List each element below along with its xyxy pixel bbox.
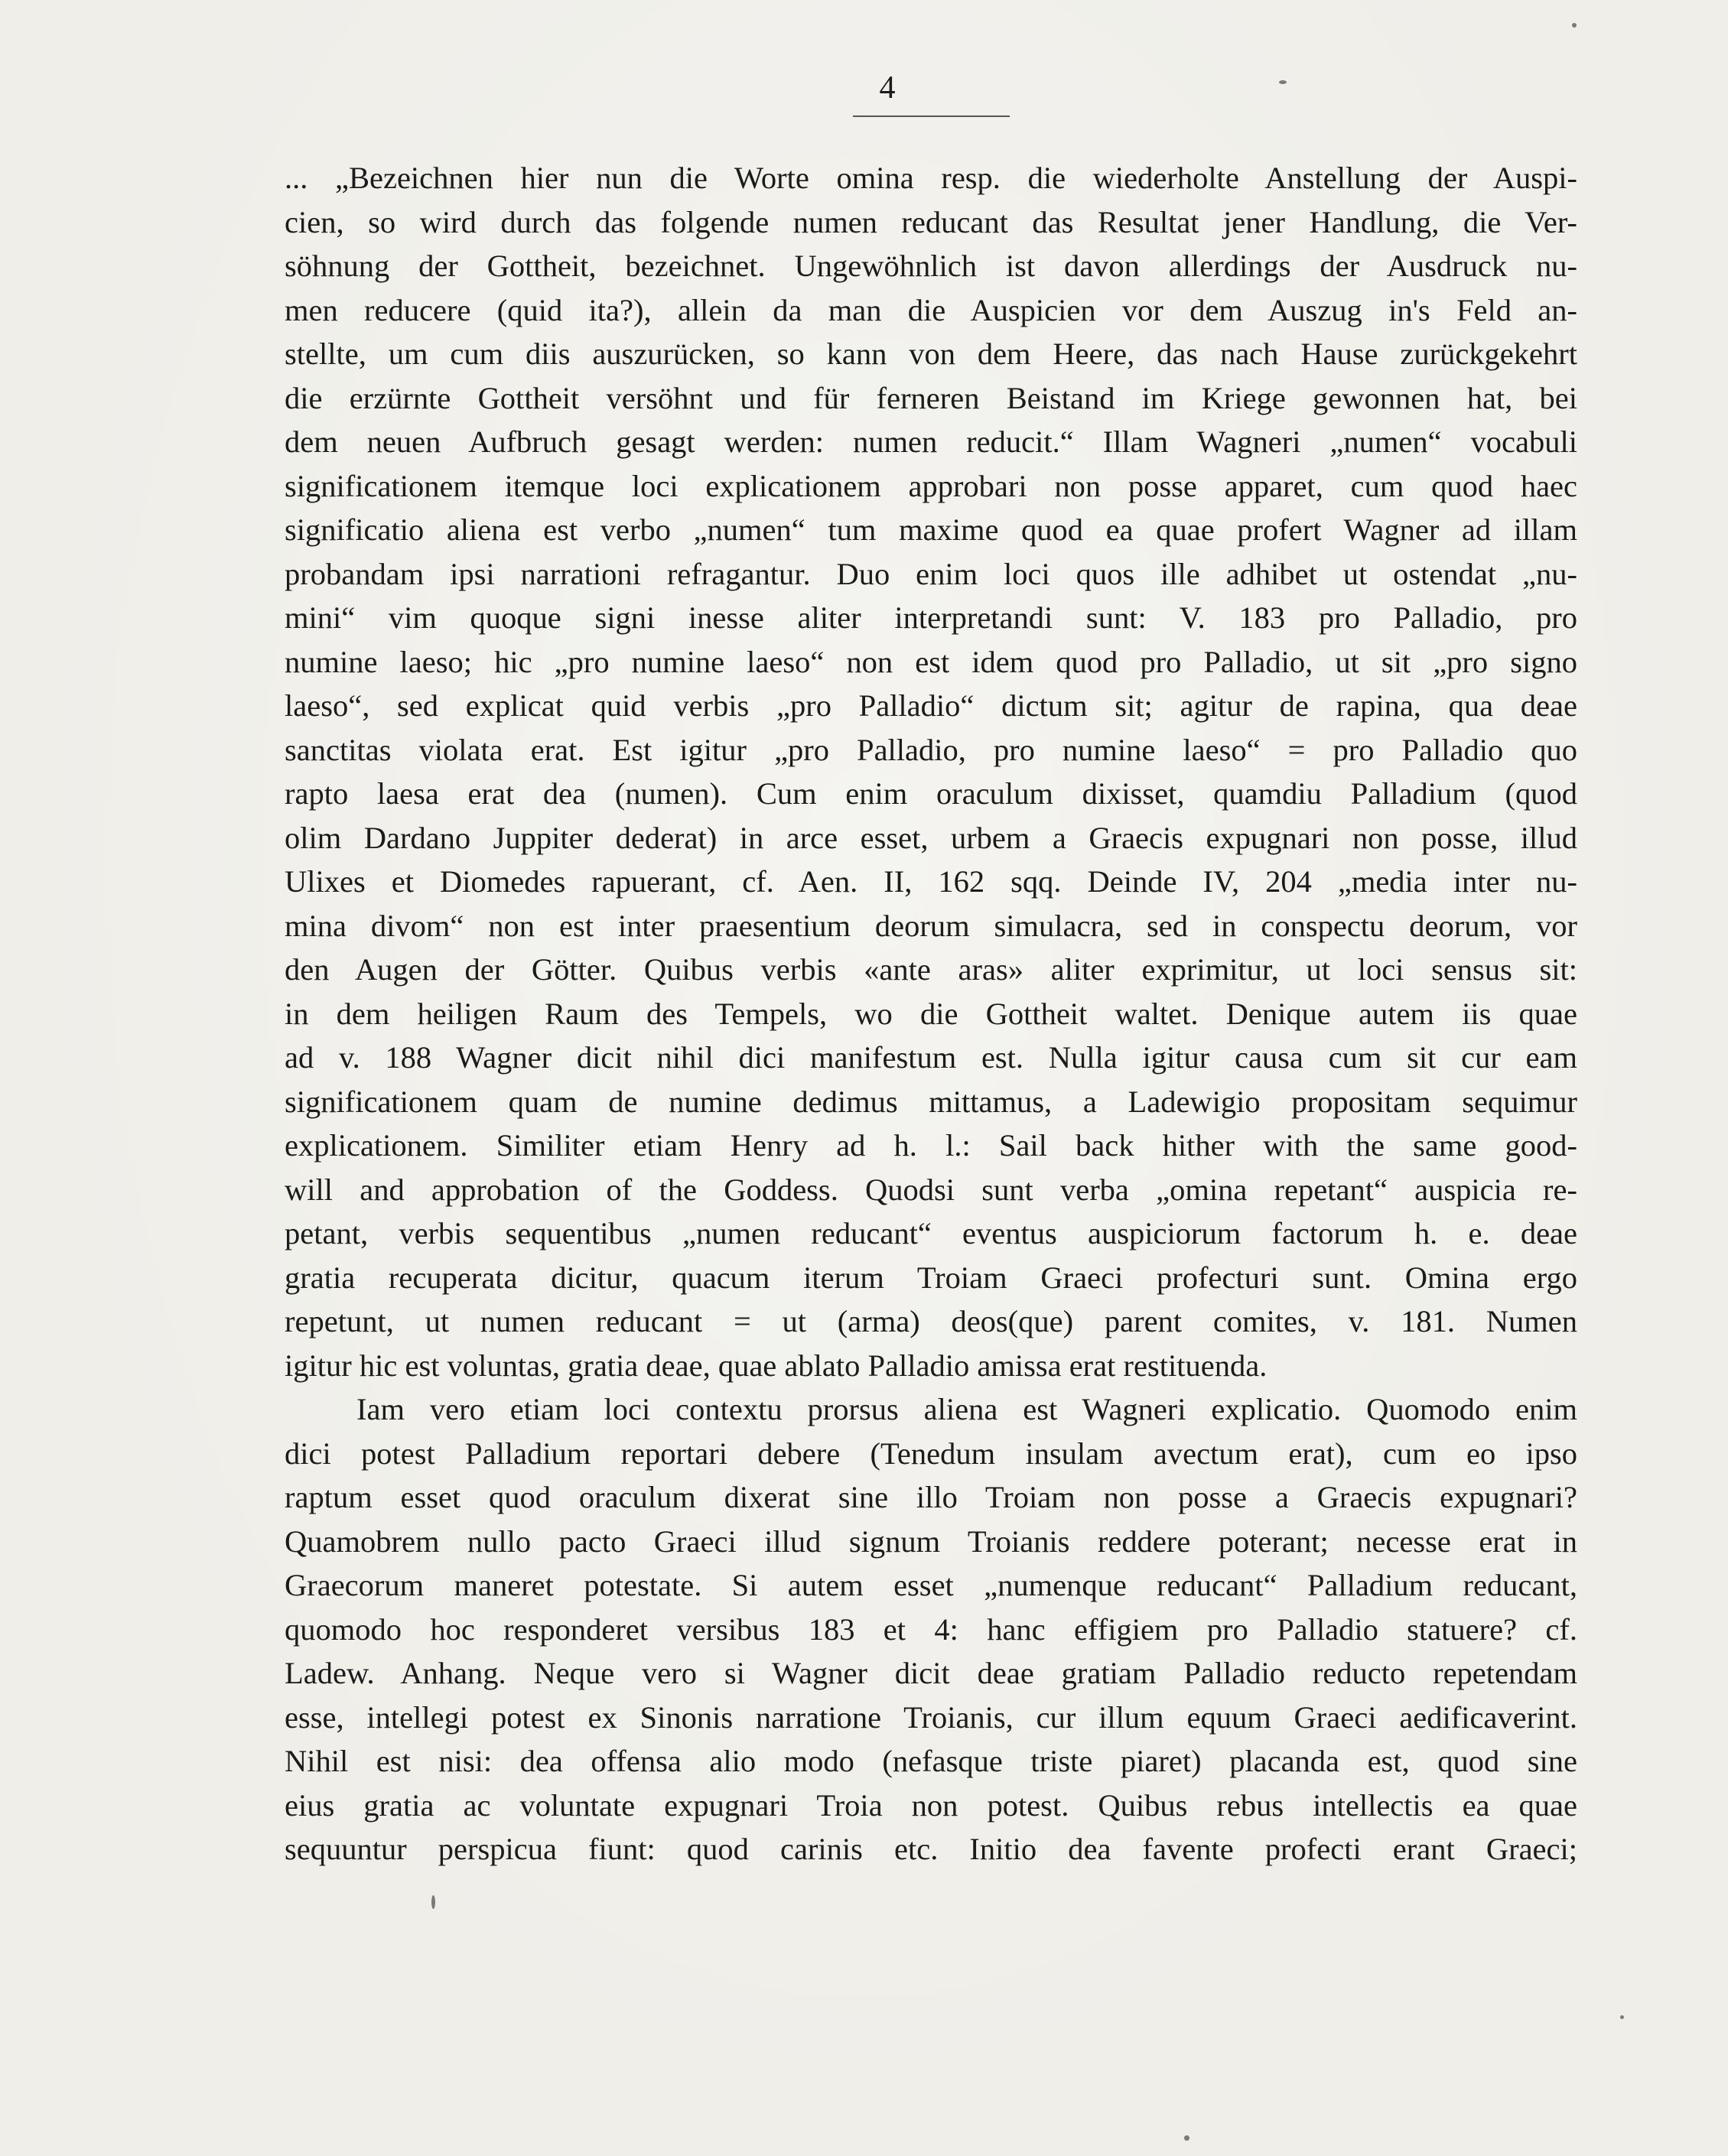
text-line: esse, intellegi potest ex Sinonis narratione Troianis, cur illum equum Graeci aedificaverint. [285, 1699, 1577, 1735]
text-line: sanctitas violata erat. Est igitur „pro Palladio, pro numine laeso“ = pro Palladio quo [285, 732, 1577, 767]
text-line: sequuntur perspicua fiunt: quod carinis etc. Initio dea favente profecti erant Graeci; [285, 1832, 1577, 1866]
text-line: eius gratia ac voluntate expugnari Troia non potest. Quibus rebus intellectis ea quae [285, 1787, 1577, 1823]
text-line: die erzürnte Gottheit versöhnt und für ferneren Beistand im Kriege gewonnen hat, bei [285, 380, 1577, 415]
text-line: ad v. 188 Wagner dicit nihil dici manifestum est. Nulla igitur causa cum sit cur eam [285, 1040, 1577, 1075]
text-line: raptum esset quod oraculum dixerat sine illo Troiam non posse a Graecis expugnari? [285, 1480, 1577, 1514]
text-line: söhnung der Gottheit, bezeichnet. Ungewöhnlich ist davon allerdings der Ausdruck nu- [285, 249, 1577, 283]
text-line: dem neuen Aufbruch gesagt werden: numen reducit.“ Illam Wagneri „numen“ vocabuli [285, 424, 1577, 459]
text-line: ... „Bezeichnen hier nun die Worte omina resp. die wiederholte Anstellung der Auspi- [285, 161, 1577, 195]
scan-speck [1620, 2015, 1624, 2019]
text-line: rapto laesa erat dea (numen). Cum enim oraculum dixisset, quamdiu Palladium (quod [285, 776, 1577, 811]
text-line: quomodo hoc responderet versibus 183 et 4: hanc effigiem pro Palladio statuere? cf. [285, 1611, 1577, 1647]
text-line: Nihil est nisi: dea offensa alio modo (nefasque triste piaret) placanda est, quod sine [285, 1744, 1577, 1778]
scan-speck [1279, 80, 1287, 84]
text-line: probandam ipsi narrationi refragantur. Duo enim loci quos ille adhibet ut ostendat „nu- [285, 556, 1577, 591]
page-number: 4 [879, 70, 896, 106]
text-line: will and approbation of the Goddess. Quodsi sunt verba „omina repetant“ auspicia re- [285, 1172, 1577, 1207]
text-line: mini“ vim quoque signi inesse aliter interpretandi sunt: V. 183 pro Palladio, pro [285, 600, 1577, 635]
text-line: stellte, um cum diis auszurücken, so kann von dem Heere, das nach Hause zurückgekehrt [285, 337, 1577, 371]
body-text [285, 156, 1577, 1871]
text-line: dici potest Palladium reportari debere (Tenedum insulam avectum erat), cum eo ipso [285, 1436, 1577, 1471]
text-line: igitur hic est voluntas, gratia deae, quae ablato Palladio amissa erat restituenda. [285, 1348, 1268, 1383]
text-line: significationem quam de numine dedimus mittamus, a Ladewigio propositam sequimur [285, 1084, 1577, 1119]
text-line: numine laeso; hic „pro numine laeso“ non est idem quod pro Palladio, ut sit „pro signo [285, 644, 1577, 679]
text-line: significationem itemque loci explicationem approbari non posse apparet, cum quod haec [285, 468, 1577, 503]
text-line: Ulixes et Diomedes rapuerant, cf. Aen. II, 162 sqq. Deinde IV, 204 „media inter nu- [285, 864, 1577, 899]
text-line: Graecorum maneret potestate. Si autem esset „numenque reducant“ Palladium reducant, [285, 1568, 1577, 1602]
text-line: petant, verbis sequentibus „numen reducant“ eventus auspiciorum factorum h. e. deae [285, 1216, 1577, 1250]
text-line: den Augen der Götter. Quibus verbis «ante aras» aliter exprimitur, ut loci sensus sit: [285, 952, 1577, 987]
scan-speck [431, 1895, 435, 1909]
text-line: explicationem. Similiter etiam Henry ad h. l.: Sail back hither with the same good- [285, 1128, 1577, 1163]
text-line: mina divom“ non est inter praesentium deorum simulacra, sed in conspectu deorum, vor [285, 908, 1577, 943]
text-line: olim Dardano Juppiter dederat) in arce esset, urbem a Graecis expugnari non posse, illud [285, 820, 1577, 855]
scan-speck [1572, 23, 1577, 28]
text-line: men reducere (quid ita?), allein da man die Auspicien vor dem Auszug in's Feld an- [285, 292, 1577, 327]
page-number-rule [853, 115, 1010, 117]
scan-speck [1184, 2135, 1189, 2141]
text-line: Quamobrem nullo pacto Graeci illud signum Troianis reddere poterant; necesse erat in [285, 1524, 1577, 1559]
text-line: Ladew. Anhang. Neque vero si Wagner dicit deae gratiam Palladio reducto repetendam [285, 1656, 1577, 1690]
text-line: cien, so wird durch das folgende numen reducant das Resultat jener Handlung, die Ver- [285, 204, 1577, 239]
text-line: laeso“, sed explicat quid verbis „pro Palladio“ dictum sit; agitur de rapina, qua deae [285, 688, 1577, 723]
text-line: Iam vero etiam loci contextu prorsus aliena est Wagneri explicatio. Quomodo enim [356, 1392, 1577, 1426]
text-line: significatio aliena est verbo „numen“ tum maxime quod ea quae profert Wagner ad illam [285, 512, 1577, 547]
text-line: in dem heiligen Raum des Tempels, wo die Gottheit waltet. Denique autem iis quae [285, 996, 1577, 1031]
text-line: gratia recuperata dicitur, quacum iterum Troiam Graeci profecturi sunt. Omina ergo [285, 1260, 1577, 1295]
text-line: repetunt, ut numen reducant = ut (arma) deos(que) parent comites, v. 181. Numen [285, 1304, 1577, 1338]
